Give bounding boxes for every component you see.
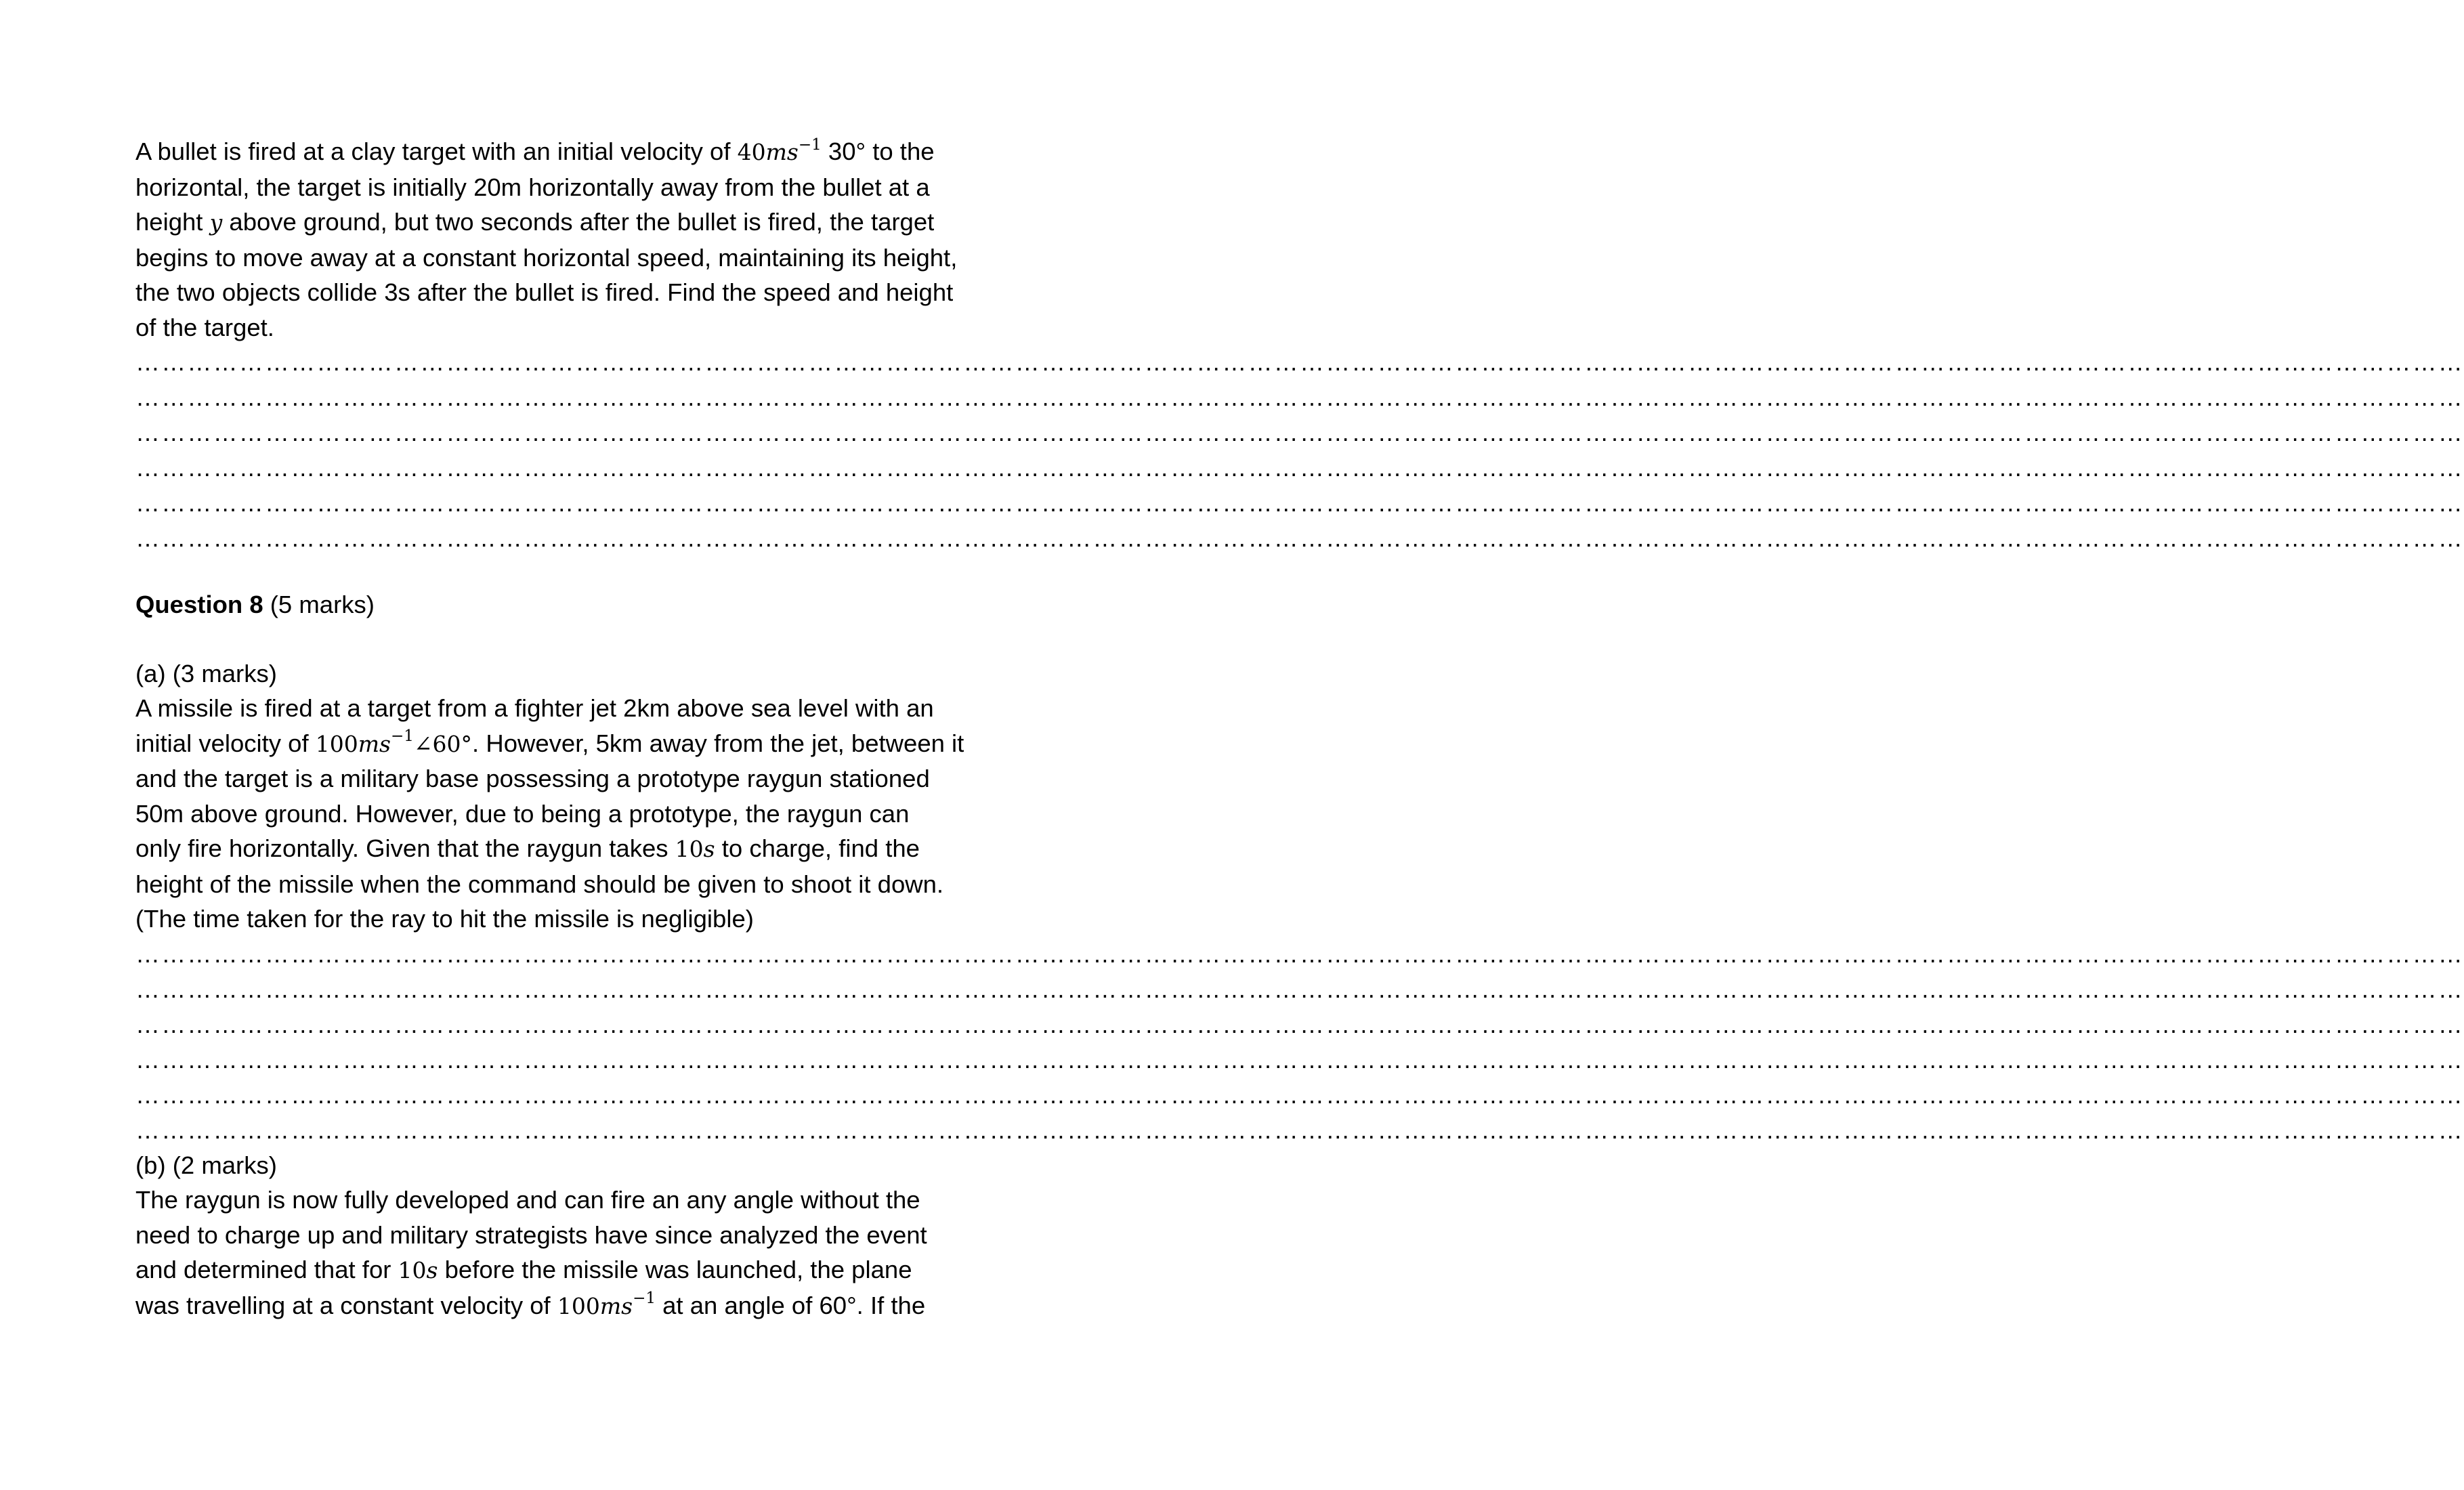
- q8a-heading: (a) (3 marks): [135, 659, 277, 687]
- q8a-line-5: only fire horizontally. Given that the raygun takes 10s to charge, find the: [135, 834, 920, 862]
- q8a-line-1: A missile is fired at a target from a fighter jet 2km above sea level with an: [135, 694, 934, 722]
- worksheet-page: [135, 134, 2464, 1323]
- answer-line[interactable]: ………………………………………………………………………………………………………………………………………………………………………………………………………………………………………………: [135, 1045, 2464, 1073]
- q7-line-1: A bullet is fired at a clay target with an initial velocity of $40ms^{-1}$ 30° to the: [135, 135, 935, 165]
- q7-line-6: of the target.: [135, 313, 274, 341]
- answer-line[interactable]: ………………………………………………………………………………………………………………………………………………………………………………………………………………………………………………: [135, 489, 2464, 517]
- question-7-text: [135, 134, 1023, 345]
- q8b-line-1: The raygun is now fully developed and can fire an any angle without the: [135, 1186, 920, 1214]
- q7-line-2: horizontal, the target is initially 20m horizontally away from the bullet at a: [135, 173, 930, 201]
- q8b-line-2: need to charge up and military strategists have since analyzed the event: [135, 1220, 927, 1249]
- q8b-heading: (b) (2 marks): [135, 1151, 277, 1179]
- q8a-line-6: height of the missile when the command should be given to shoot it down.: [135, 870, 944, 898]
- q7-line-5: the two objects collide 3s after the bullet is fired. Find the speed and height: [135, 278, 954, 306]
- answer-line[interactable]: ………………………………………………………………………………………………………………………………………………………………………………………………………………………………………………: [135, 1010, 2464, 1038]
- q8a-line-4: 50m above ground. However, due to being a prototype, the raygun can: [135, 799, 910, 828]
- q7-line-4: begins to move away at a constant horizontal speed, maintaining its height,: [135, 243, 958, 272]
- answer-line[interactable]: ………………………………………………………………………………………………………………………………………………………………………………………………………………………………………………: [135, 939, 2464, 968]
- answer-line[interactable]: ………………………………………………………………………………………………………………………………………………………………………………………………………………………………………………: [135, 524, 2464, 552]
- q8a-line-3: and the target is a military base possessing a prototype raygun stationed: [135, 765, 930, 792]
- question-8a: [135, 656, 1023, 937]
- q8b-line-3: and determined that for 10s before the missile was launched, the plane: [135, 1256, 912, 1283]
- q8b-line-4: was travelling at a constant velocity of $100ms^{-1}$ at an angle of 60°. If the: [135, 1290, 926, 1319]
- answer-line[interactable]: ………………………………………………………………………………………………………………………………………………………………………………………………………………………………………………: [135, 1080, 2464, 1109]
- answer-line[interactable]: ………………………………………………………………………………………………………………………………………………………………………………………………………………………………………………: [135, 1115, 2464, 1144]
- q8a-line-2: initial velocity of $100ms^{-1}\angle 60^\circ$. However, 5km away from the jet, between it: [135, 727, 964, 757]
- question-8-heading: Question 8 (5 marks): [135, 591, 375, 618]
- answer-line[interactable]: ………………………………………………………………………………………………………………………………………………………………………………………………………………………………………………: [135, 383, 2464, 411]
- answer-line[interactable]: ………………………………………………………………………………………………………………………………………………………………………………………………………………………………………………: [135, 419, 2464, 446]
- answer-line[interactable]: ………………………………………………………………………………………………………………………………………………………………………………………………………………………………………………: [135, 454, 2464, 482]
- q8a-line-7: (The time taken for the ray to hit the missile is negligible): [135, 905, 754, 933]
- answer-line[interactable]: ………………………………………………………………………………………………………………………………………………………………………………………………………………………………………………: [135, 348, 2464, 376]
- question-8b: [135, 1148, 1023, 1324]
- q8a-answer-lines: [135, 937, 2464, 1148]
- q7-line-3: height y above ground, but two seconds after the bullet is fired, the target: [135, 208, 935, 236]
- q7-answer-lines: [135, 345, 2464, 556]
- answer-line[interactable]: ………………………………………………………………………………………………………………………………………………………………………………………………………………………………………………: [135, 975, 2464, 1003]
